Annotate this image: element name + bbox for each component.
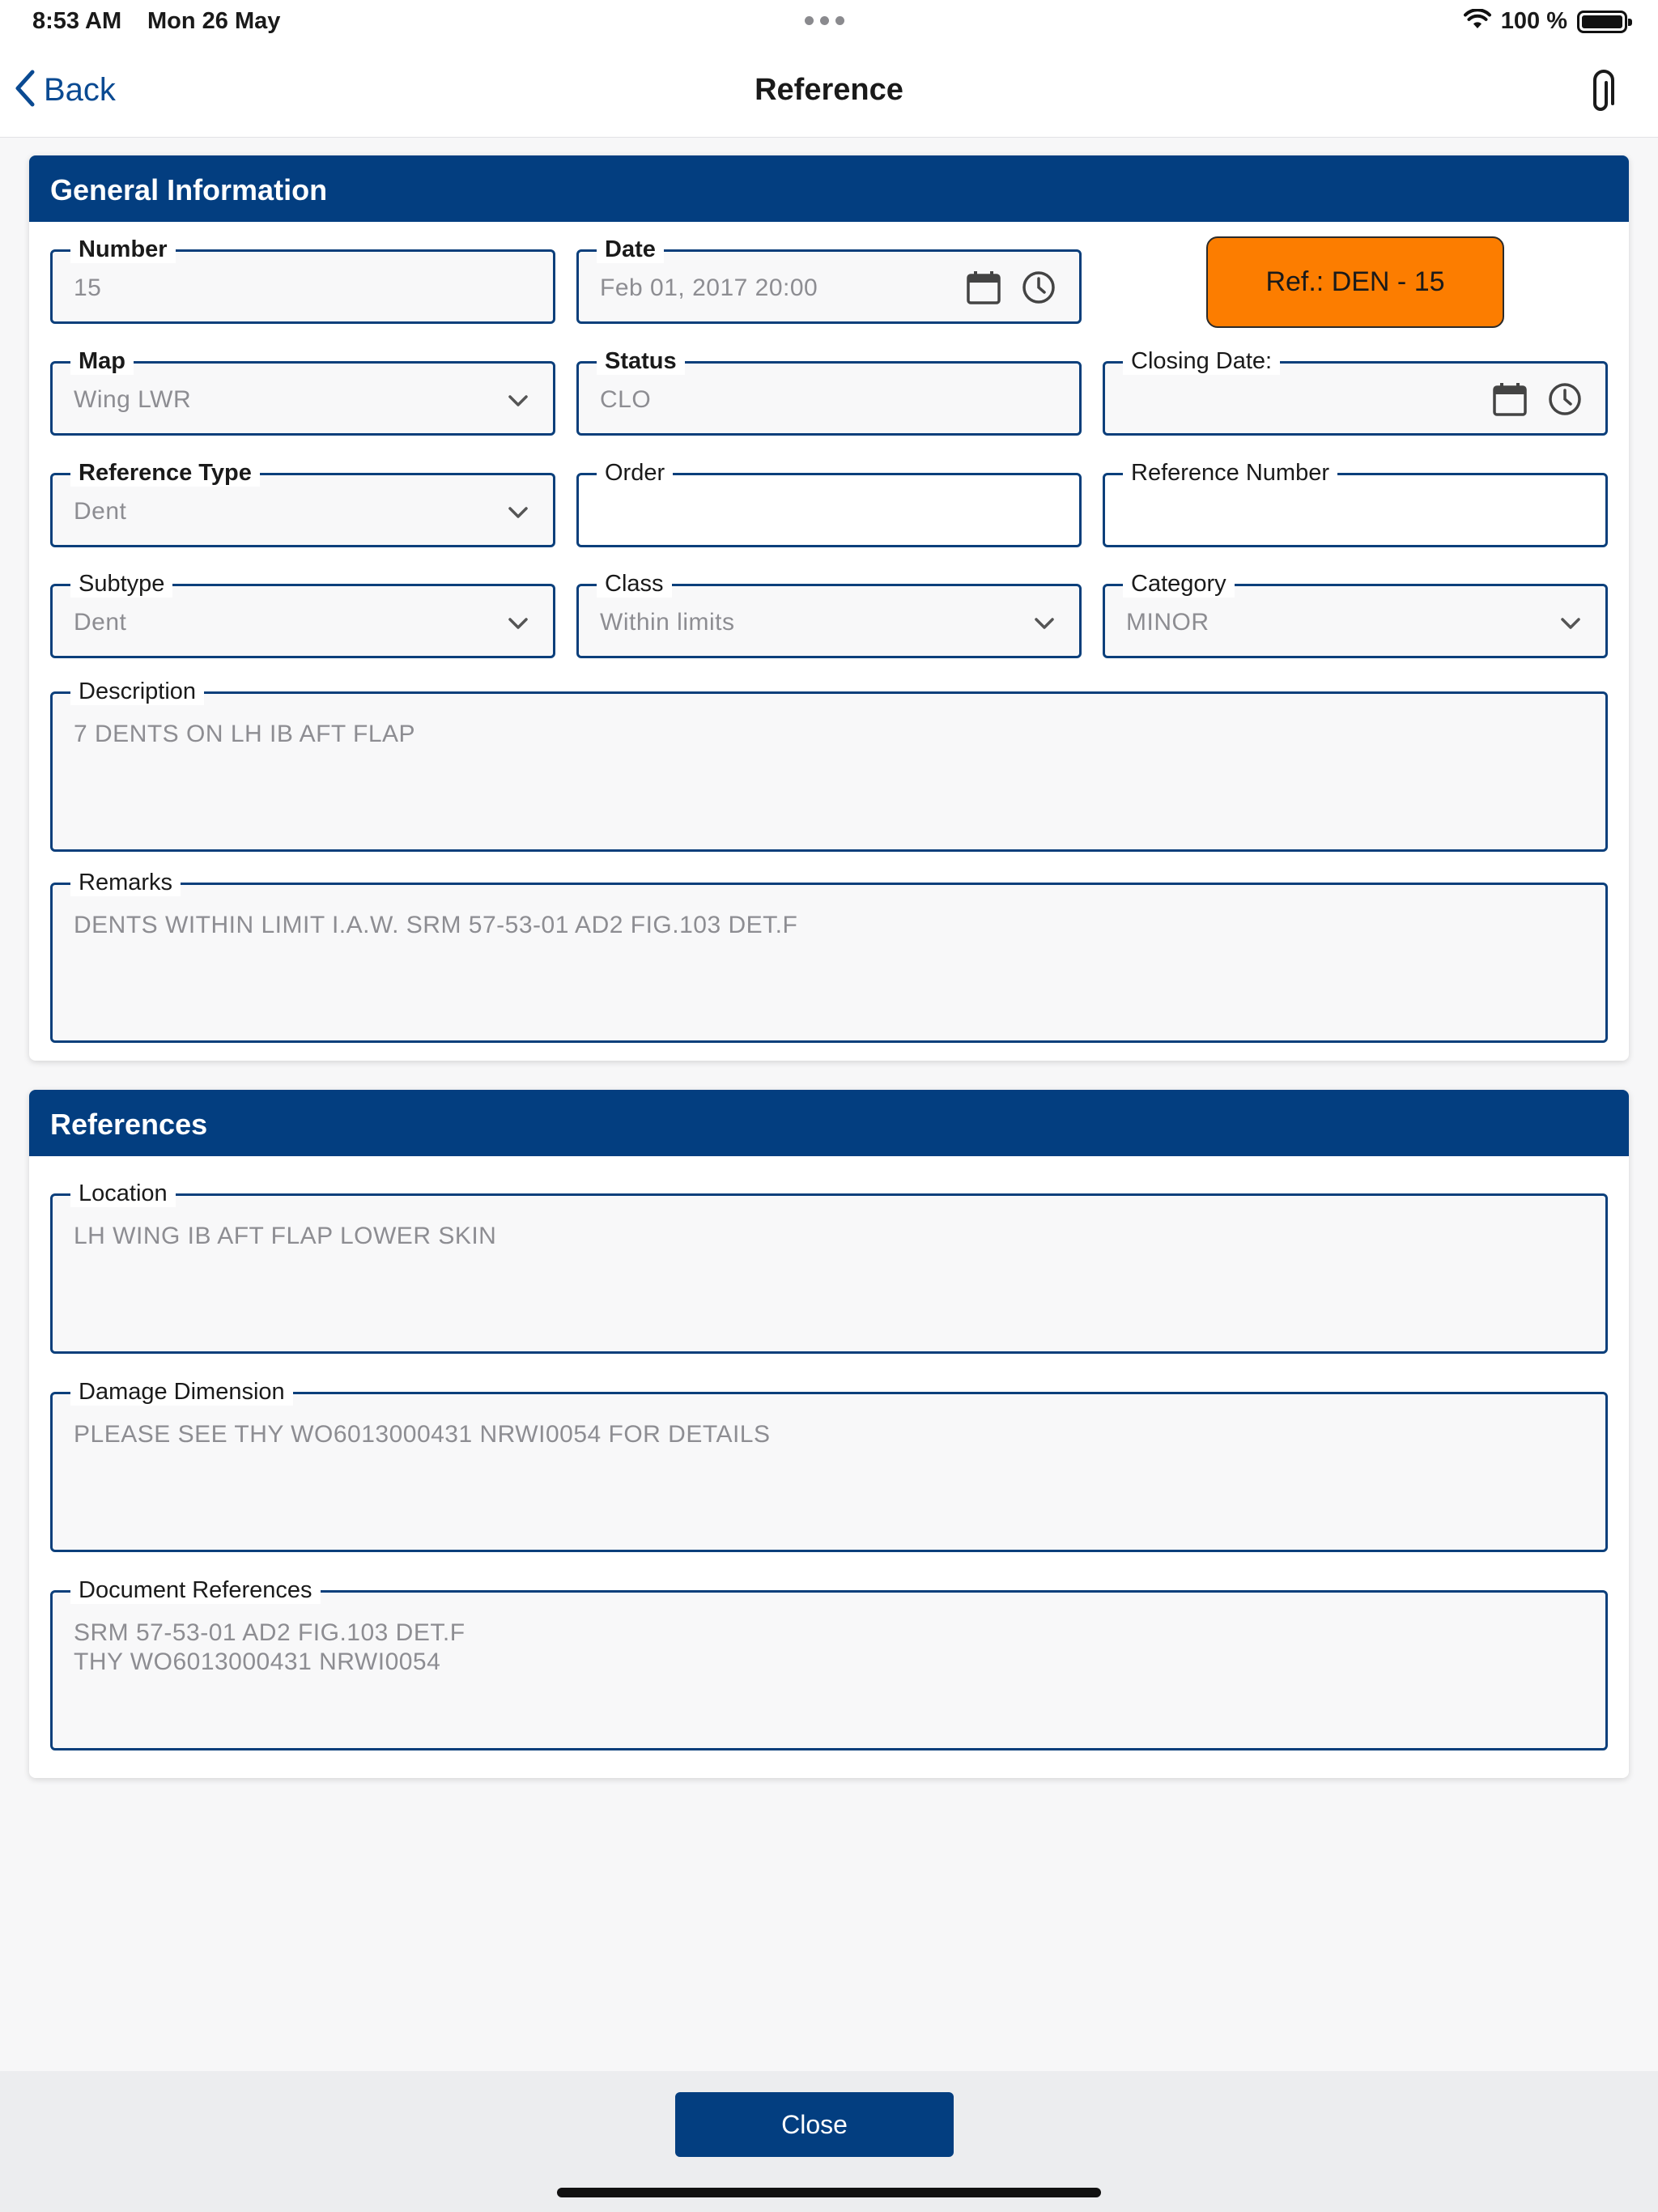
document-reference-line: THY WO6013000431 NRWI0054 xyxy=(74,1648,441,1675)
status-label: Status xyxy=(597,347,685,375)
back-label: Back xyxy=(44,72,116,108)
chevron-down-icon xyxy=(508,506,529,523)
reference-number-label: Reference Number xyxy=(1123,459,1337,487)
map-label: Map xyxy=(70,347,134,375)
back-button[interactable] xyxy=(15,70,116,111)
general-information-header: General Information xyxy=(29,155,1629,222)
document-references-label: Document References xyxy=(70,1576,321,1604)
class-select[interactable] xyxy=(576,571,1082,658)
description-value: 7 DENTS ON LH IB AFT FLAP xyxy=(74,721,416,747)
chevron-left-icon xyxy=(15,70,36,111)
location-textarea[interactable] xyxy=(50,1180,1608,1354)
close-button[interactable]: Close xyxy=(675,2092,954,2157)
remarks-textarea[interactable] xyxy=(50,870,1608,1043)
reference-badge: Ref.: DEN - 15 xyxy=(1206,236,1504,328)
description-label: Description xyxy=(70,678,204,705)
calendar-icon[interactable] xyxy=(1492,381,1528,421)
class-label: Class xyxy=(597,570,672,598)
date-value: Feb 01, 2017 20:00 xyxy=(600,274,818,301)
category-label: Category xyxy=(1123,570,1235,598)
subtype-label: Subtype xyxy=(70,570,172,598)
chevron-down-icon xyxy=(508,394,529,411)
order-label: Order xyxy=(597,459,673,487)
closing-date-label: Closing Date: xyxy=(1123,347,1280,375)
chevron-down-icon xyxy=(1034,617,1055,634)
class-value: Within limits xyxy=(600,609,735,636)
map-value: Wing LWR xyxy=(74,386,192,413)
number-label: Number xyxy=(70,236,176,263)
number-value: 15 xyxy=(74,274,102,301)
description-textarea[interactable] xyxy=(50,678,1608,852)
status-date: Mon 26 May xyxy=(147,8,281,34)
damage-dimension-label: Damage Dimension xyxy=(70,1378,293,1406)
subtype-value: Dent xyxy=(74,609,127,636)
multitasking-dots-icon[interactable] xyxy=(805,16,844,25)
damage-dimension-value: PLEASE SEE THY WO6013000431 NRWI0054 FOR DETAILS xyxy=(74,1421,771,1448)
status-field[interactable] xyxy=(576,348,1082,436)
category-select[interactable] xyxy=(1103,571,1608,658)
document-references-textarea[interactable] xyxy=(50,1577,1608,1750)
subtype-select[interactable] xyxy=(50,571,555,658)
battery-icon xyxy=(1577,11,1627,33)
damage-dimension-textarea[interactable] xyxy=(50,1379,1608,1552)
date-field[interactable] xyxy=(576,236,1082,324)
battery-percent: 100 % xyxy=(1500,8,1567,34)
order-field[interactable] xyxy=(576,460,1082,547)
clock-icon[interactable] xyxy=(1021,270,1056,309)
status-value: CLO xyxy=(600,386,652,413)
reference-type-label: Reference Type xyxy=(70,459,260,487)
home-indicator[interactable] xyxy=(557,2188,1101,2197)
closing-date-field[interactable] xyxy=(1103,348,1608,436)
remarks-value: DENTS WITHIN LIMIT I.A.W. SRM 57-53-01 AD2 FIG.103 DET.F xyxy=(74,912,798,938)
reference-type-value: Dent xyxy=(74,498,127,525)
chevron-down-icon xyxy=(508,617,529,634)
category-value: MINOR xyxy=(1126,609,1209,636)
page-title: Reference xyxy=(755,73,903,107)
references-header: References xyxy=(29,1090,1629,1156)
remarks-label: Remarks xyxy=(70,869,181,896)
document-reference-line: SRM 57-53-01 AD2 FIG.103 DET.F xyxy=(74,1619,466,1646)
location-label: Location xyxy=(70,1180,176,1207)
map-select[interactable] xyxy=(50,348,555,436)
reference-type-select[interactable] xyxy=(50,460,555,547)
chevron-down-icon xyxy=(1560,617,1581,634)
wifi-icon xyxy=(1464,9,1491,34)
number-field[interactable] xyxy=(50,236,555,324)
date-label: Date xyxy=(597,236,664,263)
document-references-value xyxy=(74,1619,466,1677)
location-value: LH WING IB AFT FLAP LOWER SKIN xyxy=(74,1223,497,1249)
paperclip-icon[interactable] xyxy=(1590,68,1618,117)
clock-icon[interactable] xyxy=(1547,381,1583,421)
calendar-icon[interactable] xyxy=(966,270,1001,309)
status-bar xyxy=(0,0,1658,45)
status-right xyxy=(1464,8,1627,35)
status-time: 8:53 AM xyxy=(32,8,122,34)
reference-number-field[interactable] xyxy=(1103,460,1608,547)
nav-bar xyxy=(0,45,1658,138)
